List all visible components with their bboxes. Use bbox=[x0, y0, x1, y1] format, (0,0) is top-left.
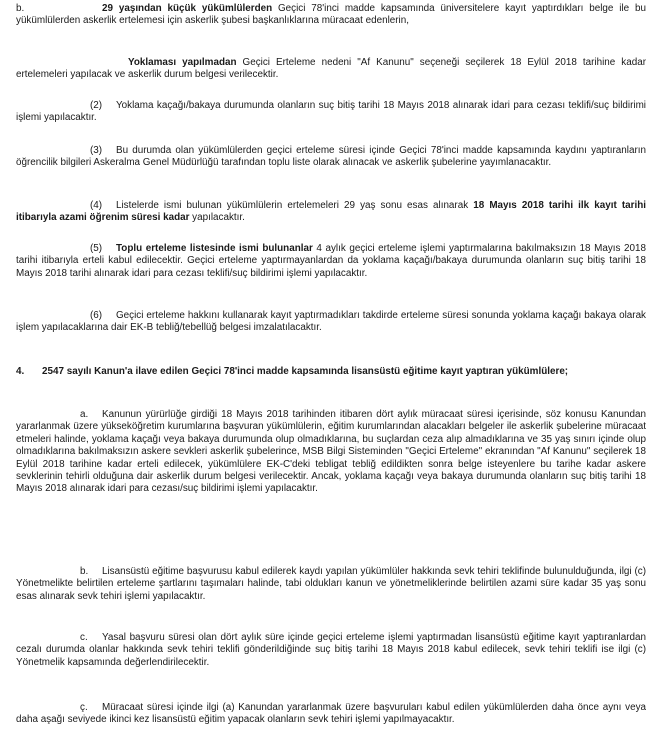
section-heading-text: 2547 sayılı Kanun'a ilave edilen Geçici 78'inci madde kapsamında lisansüstü eğitime kayıt yaptıran yükümlülere; bbox=[42, 366, 569, 377]
paragraph-2 bbox=[16, 100, 646, 125]
paragraph-number: b. bbox=[80, 566, 89, 577]
paragraph-number: a. bbox=[80, 409, 89, 420]
paragraph-text: Geçici erteleme hakkını kullanarak kayıt yaptırmadıkları takdirde erteleme süresi sonunda yoklama kaçağı bakaya olarak işlem yapılacaklarına dair EK-B tebliğ/tebellüğ belgesi imzalatılacaktır. bbox=[16, 310, 646, 334]
paragraph-3 bbox=[16, 145, 646, 170]
paragraph-b-lisansustu bbox=[16, 566, 646, 603]
bold-phrase: Yoklaması yapılmadan bbox=[128, 57, 237, 68]
paragraph-c bbox=[16, 632, 646, 669]
paragraph-number: (5) bbox=[90, 243, 103, 254]
paragraph-number: (3) bbox=[90, 145, 103, 156]
paragraph-5 bbox=[16, 243, 646, 280]
paragraph-number: (6) bbox=[90, 310, 103, 321]
bold-phrase: Toplu erteleme listesinde ismi bulunanlar bbox=[116, 243, 313, 254]
paragraph-text: Bu durumda olan yükümlülerden geçici erteleme süresi içinde Geçici 78'inci madde kapsamında kaydını yaptıranların öğrencilik bilgileri Askeralma Genel Müdürlüğü tarafından toplu liste olarak alınacak ve askerlik şubelerine yayımlanacaktır. bbox=[16, 145, 646, 169]
paragraph-number: c. bbox=[80, 632, 88, 643]
paragraph-text: Lisansüstü eğitime başvurusu kabul edilerek kaydı yapılan yükümlüler hakkında sevk tehiri teklifinde bulunulduğunda, ilgi (c) Yönetmelikte belirtilen erteleme şartlarını taşımaları halinde, tabi oldukları kanun ve yönetmeliklerinde belirtilen azami süre kadar 35 yaş sonu esas alınarak sevk tehiri işlemi yapılacaktır. bbox=[16, 566, 646, 602]
paragraph-number: b. bbox=[16, 3, 25, 14]
paragraph-text: Geçici Erteleme nedeni "Af Kanunu" seçeneği seçilerek 18 Eylül 2018 tarihine kadar ertelemeleri yapılacak ve askerlik durum belgesi verilecektir. bbox=[16, 57, 646, 81]
bold-phrase: 29 yaşından küçük yükümlülerden bbox=[102, 3, 273, 14]
paragraph-text: Yoklama kaçağı/bakaya durumunda olanların suç bitiş tarihi 18 Mayıs 2018 alınarak idari para cezası teklifi/suç bildirimi işlemi yapılacaktır. bbox=[16, 100, 646, 124]
paragraph-text: Müracaat süresi içinde ilgi (a) Kanundan yararlanmak üzere başvuruları kabul edilen yükümlülerden daha önce aynı veya daha aşağı seviyede ikinci kez lisansüstü eğitim yapacak olanların sevk tehiri işlemi yapılmayacaktır. bbox=[16, 702, 646, 726]
paragraph-b-29-yas bbox=[16, 3, 646, 28]
paragraph-text: 4 aylık geçici erteleme işlemi yaptırmalarına bakılmaksızın 18 Mayıs 2018 tarihi itibarıyla erteli kabul edilecektir. Geçici erteleme yaptırmayanlardan da yoklama kaçağı/bakaya durumunda olanların suç bitiş tarihi 18 Mayıs 2018 tarihi alınarak idari para cezası teklifi/suç bildirimi işlemi yapılacaktır. bbox=[16, 243, 646, 279]
paragraph-6 bbox=[16, 310, 646, 335]
section-4-heading bbox=[16, 366, 646, 378]
paragraph-number: ç. bbox=[80, 702, 88, 713]
paragraph-text: Geçici 78'inci madde kapsamında üniversitelere kayıt yaptırdıkları belge ile bu yükümlülerden askerlik ertelemesi için askerlik şubesi başkanlıklarına müracaat edenlerin, bbox=[16, 3, 646, 27]
paragraph-number: (2) bbox=[90, 100, 103, 111]
paragraph-text: yapılacaktır. bbox=[189, 212, 245, 224]
paragraph-text: Listelerde ismi bulunan yükümlülerin ertelemeleri 29 yaş sonu esas alınarak bbox=[116, 200, 474, 211]
paragraph-yoklamasi-yapilmadan bbox=[16, 57, 646, 82]
paragraph-a bbox=[16, 409, 646, 496]
bold-phrase: 18 Mayıs 2018 tarihi ilk kayıt tarihi itibarıyla azami öğrenim süresi kadar bbox=[16, 200, 646, 224]
paragraph-text: Yasal başvuru süresi olan dört aylık süre içinde geçici erteleme işlemi yaptırmadan lisansüstü eğitime kayıt yaptıranlardan cezalı durumda olanlar hakkında sevk tehiri teklifi gönderildiğinde suç bitiş tarihi 18 Mayıs 2018 kabul edilecek, sevk tehiri teklifi ise ilgi (c) Yönetmelik kapsamında değerlendirilecektir. bbox=[16, 632, 646, 668]
paragraph-4 bbox=[16, 200, 646, 225]
paragraph-number: (4) bbox=[90, 200, 103, 211]
paragraph-text: Kanunun yürürlüğe girdiği 18 Mayıs 2018 tarihinden itibaren dört aylık müracaat süresi içerisinde, söz konusu Kanundan yararlanmak üzere yükseköğretim kurumlarına başvuran yükümlülerin, eğitim kurumlarından alacakları belgeler ile askerlik şubelerine müracaat etmeleri halinde, yoklama kaçağı veya bakaya durumunda olup olmadıklarına, bu suçlardan ceza alıp almadıklarına ve 35 yaş sınırı içinde olup olmadıklarına bakılmaksızın askere sevkleri askerlik şubelerince, MSB Bilgi Sisteminden "Geçici Erteleme" ekranından "Af Kanunu" seçilerek 18 Eylül 2018 tarihine kadar erteli edilecek, yükümlülere EK-C'deki tebligat tebliğ edildikten sonra belge isteyenlere bu tarihe kadar askere sevklerinin tehirli olduğuna dair askerlik durum belgesi verilecektir. Ancak, yoklama kaçağı veya bakaya durumunda olanların suç bitiş tarihi 18 Mayıs 2018 alınarak idari para cezası/suç bildirimi işlemi yapılacaktır. bbox=[16, 409, 646, 495]
paragraph-c-cedilla bbox=[16, 702, 646, 727]
section-number: 4. bbox=[16, 366, 25, 377]
